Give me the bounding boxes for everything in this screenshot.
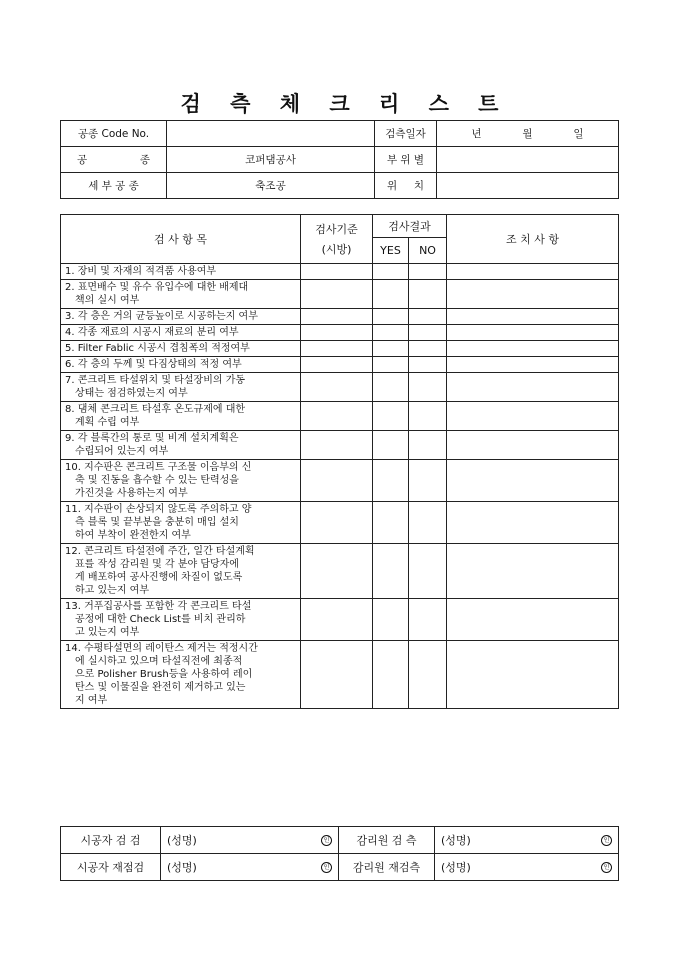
item-line: 공정에 대한 Check List를 비치 관리하 [75, 614, 246, 625]
item-line: 지수판은 콘크리트 구조물 이음부의 신 [84, 462, 252, 473]
yes-cell[interactable] [373, 280, 409, 309]
title-char: 크 [329, 91, 351, 116]
sign-label-supervisor-inspect: 감리원 검 측 [339, 827, 435, 854]
standard-cell[interactable] [301, 460, 373, 502]
item-line: 표면배수 및 유수 유입수에 대한 배제대 [77, 282, 249, 293]
standard-cell[interactable] [301, 325, 373, 341]
no-cell[interactable] [409, 373, 447, 402]
kind-label-a: 공 [77, 154, 88, 166]
checklist-row [61, 431, 619, 460]
item-line: 에 실시하고 있으며 타설직전에 최종적 [75, 656, 243, 667]
checklist-item-text [61, 264, 301, 280]
checklist-item-text [61, 502, 301, 544]
no-cell[interactable] [409, 280, 447, 309]
no-cell[interactable] [409, 502, 447, 544]
item-number: 1. [65, 266, 75, 277]
yes-cell[interactable] [373, 544, 409, 599]
checklist-row [61, 460, 619, 502]
no-cell[interactable] [409, 641, 447, 709]
item-number: 10. [65, 462, 81, 473]
no-cell[interactable] [409, 309, 447, 325]
item-line: 지수판이 손상되지 않도록 주의하고 양 [84, 504, 252, 515]
col-header-action: 조 치 사 항 [447, 215, 619, 264]
yes-cell[interactable] [373, 502, 409, 544]
sign-name-placeholder: (성명) [167, 861, 197, 874]
no-cell[interactable] [409, 402, 447, 431]
checklist-table [60, 214, 619, 709]
yes-cell[interactable] [373, 357, 409, 373]
signature-table [60, 826, 619, 881]
checklist-item-text [61, 341, 301, 357]
yes-cell[interactable] [373, 460, 409, 502]
item-number: 14. [65, 643, 81, 654]
item-line: 게 배포하여 공사진행에 차질이 없도록 [75, 572, 243, 583]
col-header-standard [301, 215, 373, 264]
checklist-item-text [61, 431, 301, 460]
action-cell[interactable] [447, 325, 619, 341]
item-number: 3. [65, 311, 75, 322]
seal-icon: 인 [601, 862, 612, 873]
standard-cell[interactable] [301, 280, 373, 309]
yes-cell[interactable] [373, 325, 409, 341]
item-line: 지 여부 [75, 695, 108, 706]
item-line: 거푸집공사를 포함한 각 콘크리트 타설 [84, 601, 252, 612]
action-cell[interactable] [447, 357, 619, 373]
detail-value-field[interactable]: 축조공 [167, 173, 375, 199]
no-cell[interactable] [409, 544, 447, 599]
checklist-item-text [61, 402, 301, 431]
checklist-item-text [61, 325, 301, 341]
checklist-item-text [61, 641, 301, 709]
title-char: 측 [230, 91, 252, 116]
item-number: 7. [65, 375, 75, 386]
sign-field-supervisor-reinspect[interactable] [435, 854, 619, 881]
standard-cell[interactable] [301, 309, 373, 325]
title-char: 스 [428, 91, 450, 116]
kind-label-b: 종 [139, 154, 150, 166]
standard-cell[interactable] [301, 502, 373, 544]
item-line: 각 층의 두께 및 다짐상태의 적정 여부 [77, 359, 242, 370]
sign-name-placeholder: (성명) [167, 834, 197, 847]
yes-cell[interactable] [373, 431, 409, 460]
detail-label: 세 부 공 종 [61, 173, 167, 199]
item-number: 2. [65, 282, 75, 293]
col-header-item: 검 사 항 목 [61, 215, 301, 264]
standard-cell[interactable] [301, 641, 373, 709]
title-char: 검 [180, 91, 202, 116]
no-cell[interactable] [409, 325, 447, 341]
no-cell[interactable] [409, 341, 447, 357]
seal-icon: 인 [321, 835, 332, 846]
action-cell[interactable] [447, 502, 619, 544]
yes-cell[interactable] [373, 599, 409, 641]
item-line: 가진것을 사용하는지 여부 [75, 488, 188, 499]
checklist-row [61, 373, 619, 402]
std-label-a: 검사기준 [315, 223, 358, 236]
checklist-row [61, 502, 619, 544]
checklist-row [61, 325, 619, 341]
item-number: 8. [65, 404, 75, 415]
item-line: 수립되어 있는지 여부 [75, 446, 169, 457]
loc-label-b: 치 [413, 180, 424, 192]
item-number: 9. [65, 433, 75, 444]
action-cell[interactable] [447, 264, 619, 280]
action-cell[interactable] [447, 402, 619, 431]
checklist-row [61, 641, 619, 709]
action-cell[interactable] [447, 431, 619, 460]
sign-label-contractor-inspect: 시공자 검 검 [61, 827, 161, 854]
no-cell[interactable] [409, 264, 447, 280]
action-cell[interactable] [447, 641, 619, 709]
yes-cell[interactable] [373, 264, 409, 280]
item-number: 5. [65, 343, 75, 354]
item-number: 11. [65, 504, 81, 515]
checklist-row [61, 341, 619, 357]
item-line: 측 블록 및 끝부분을 충분히 매입 설치 [75, 517, 239, 528]
checklist-item-text [61, 309, 301, 325]
sign-name-placeholder: (성명) [441, 861, 471, 874]
sign-label-contractor-reinspect: 시공자 재점검 [61, 854, 161, 881]
date-month: 월 [522, 128, 533, 140]
kind-label [61, 147, 167, 173]
item-line: 콘크리트 타설전에 주간, 일간 타설계획 [84, 546, 255, 557]
sign-field-supervisor-inspect[interactable] [435, 827, 619, 854]
item-line: 콘크리트 타설위치 및 타설장비의 가동 [77, 375, 246, 386]
item-line: 으로 Polisher Brush등을 사용하여 레이 [75, 669, 253, 680]
code-value-field[interactable] [167, 121, 375, 147]
title-char: 트 [478, 91, 500, 116]
date-field[interactable] [437, 121, 619, 147]
item-line: 각 블록간의 통로 및 비계 설치계획은 [77, 433, 239, 444]
code-label: 공종 Code No. [61, 121, 167, 147]
item-line: 각종 재료의 시공시 재료의 분리 여부 [77, 327, 239, 338]
standard-cell[interactable] [301, 373, 373, 402]
yes-cell[interactable] [373, 309, 409, 325]
item-line: 축 및 진동을 흡수할 수 있는 탄력성을 [75, 475, 239, 486]
action-cell[interactable] [447, 599, 619, 641]
sign-name-placeholder: (성명) [441, 834, 471, 847]
action-cell[interactable] [447, 373, 619, 402]
part-value-field[interactable] [437, 147, 619, 173]
item-line: Filter Fablic 시공시 겹침폭의 적정여부 [77, 343, 250, 354]
standard-cell[interactable] [301, 341, 373, 357]
standard-cell[interactable] [301, 544, 373, 599]
std-label-b: (시방) [321, 243, 352, 256]
sign-field-contractor-inspect[interactable] [161, 827, 339, 854]
item-line: 탄스 및 이물질을 완전히 제거하고 있는 [75, 682, 246, 693]
location-value-field[interactable] [437, 173, 619, 199]
action-cell[interactable] [447, 309, 619, 325]
checklist-row [61, 264, 619, 280]
item-line: 고 있는지 여부 [75, 627, 140, 638]
seal-icon: 인 [321, 862, 332, 873]
yes-cell[interactable] [373, 341, 409, 357]
action-cell[interactable] [447, 544, 619, 599]
no-cell[interactable] [409, 357, 447, 373]
standard-cell[interactable] [301, 264, 373, 280]
action-cell[interactable] [447, 280, 619, 309]
loc-label-a: 위 [387, 180, 398, 192]
title-char: 리 [378, 91, 401, 116]
checklist-row [61, 402, 619, 431]
standard-cell[interactable] [301, 402, 373, 431]
item-line: 수평타설면의 레이탄스 제거는 적정시간 [84, 643, 258, 654]
no-cell[interactable] [409, 460, 447, 502]
no-cell[interactable] [409, 431, 447, 460]
part-label: 부 위 별 [375, 147, 437, 173]
item-line: 하여 부착이 완전한지 여부 [75, 530, 191, 541]
checklist-item-text [61, 357, 301, 373]
kind-value-field[interactable]: 코퍼댐공사 [167, 147, 375, 173]
seal-icon: 인 [601, 835, 612, 846]
checklist-row [61, 357, 619, 373]
location-label [375, 173, 437, 199]
item-number: 4. [65, 327, 75, 338]
checklist-row [61, 309, 619, 325]
info-table [60, 120, 619, 199]
item-line: 계획 수립 여부 [75, 417, 140, 428]
standard-cell[interactable] [301, 431, 373, 460]
checklist-item-text [61, 599, 301, 641]
action-cell[interactable] [447, 341, 619, 357]
item-line: 책의 실시 여부 [75, 295, 140, 306]
item-line: 표를 작성 감리원 및 각 분야 담당자에 [75, 559, 239, 570]
item-number: 13. [65, 601, 81, 612]
col-header-no: NO [409, 238, 447, 264]
standard-cell[interactable] [301, 599, 373, 641]
checklist-row [61, 280, 619, 309]
col-header-yes: YES [373, 238, 409, 264]
checklist-item-text [61, 280, 301, 309]
item-number: 12. [65, 546, 81, 557]
item-line: 상태는 점검하였는지 여부 [75, 388, 188, 399]
checklist-item-text [61, 460, 301, 502]
item-number: 6. [65, 359, 75, 370]
item-line: 각 층은 거의 균등높이로 시공하는지 여부 [77, 311, 258, 322]
standard-cell[interactable] [301, 357, 373, 373]
item-line: 하고 있는지 여부 [75, 585, 149, 596]
date-label: 검측일자 [375, 121, 437, 147]
action-cell[interactable] [447, 460, 619, 502]
yes-cell[interactable] [373, 641, 409, 709]
no-cell[interactable] [409, 599, 447, 641]
checklist-body [61, 264, 619, 709]
document-title [0, 88, 680, 118]
item-line: 장비 및 자재의 적격품 사용여부 [77, 266, 217, 277]
date-year: 년 [471, 128, 482, 140]
item-line: 댐체 콘크리트 타설후 온도규제에 대한 [77, 404, 246, 415]
sign-field-contractor-reinspect[interactable] [161, 854, 339, 881]
sign-label-supervisor-reinspect: 감리원 재검측 [339, 854, 435, 881]
yes-cell[interactable] [373, 373, 409, 402]
col-header-result: 검사결과 [373, 215, 447, 238]
date-day: 일 [573, 128, 584, 140]
title-char: 체 [279, 91, 302, 116]
yes-cell[interactable] [373, 402, 409, 431]
checklist-item-text [61, 544, 301, 599]
checklist-item-text [61, 373, 301, 402]
checklist-row [61, 599, 619, 641]
checklist-row [61, 544, 619, 599]
